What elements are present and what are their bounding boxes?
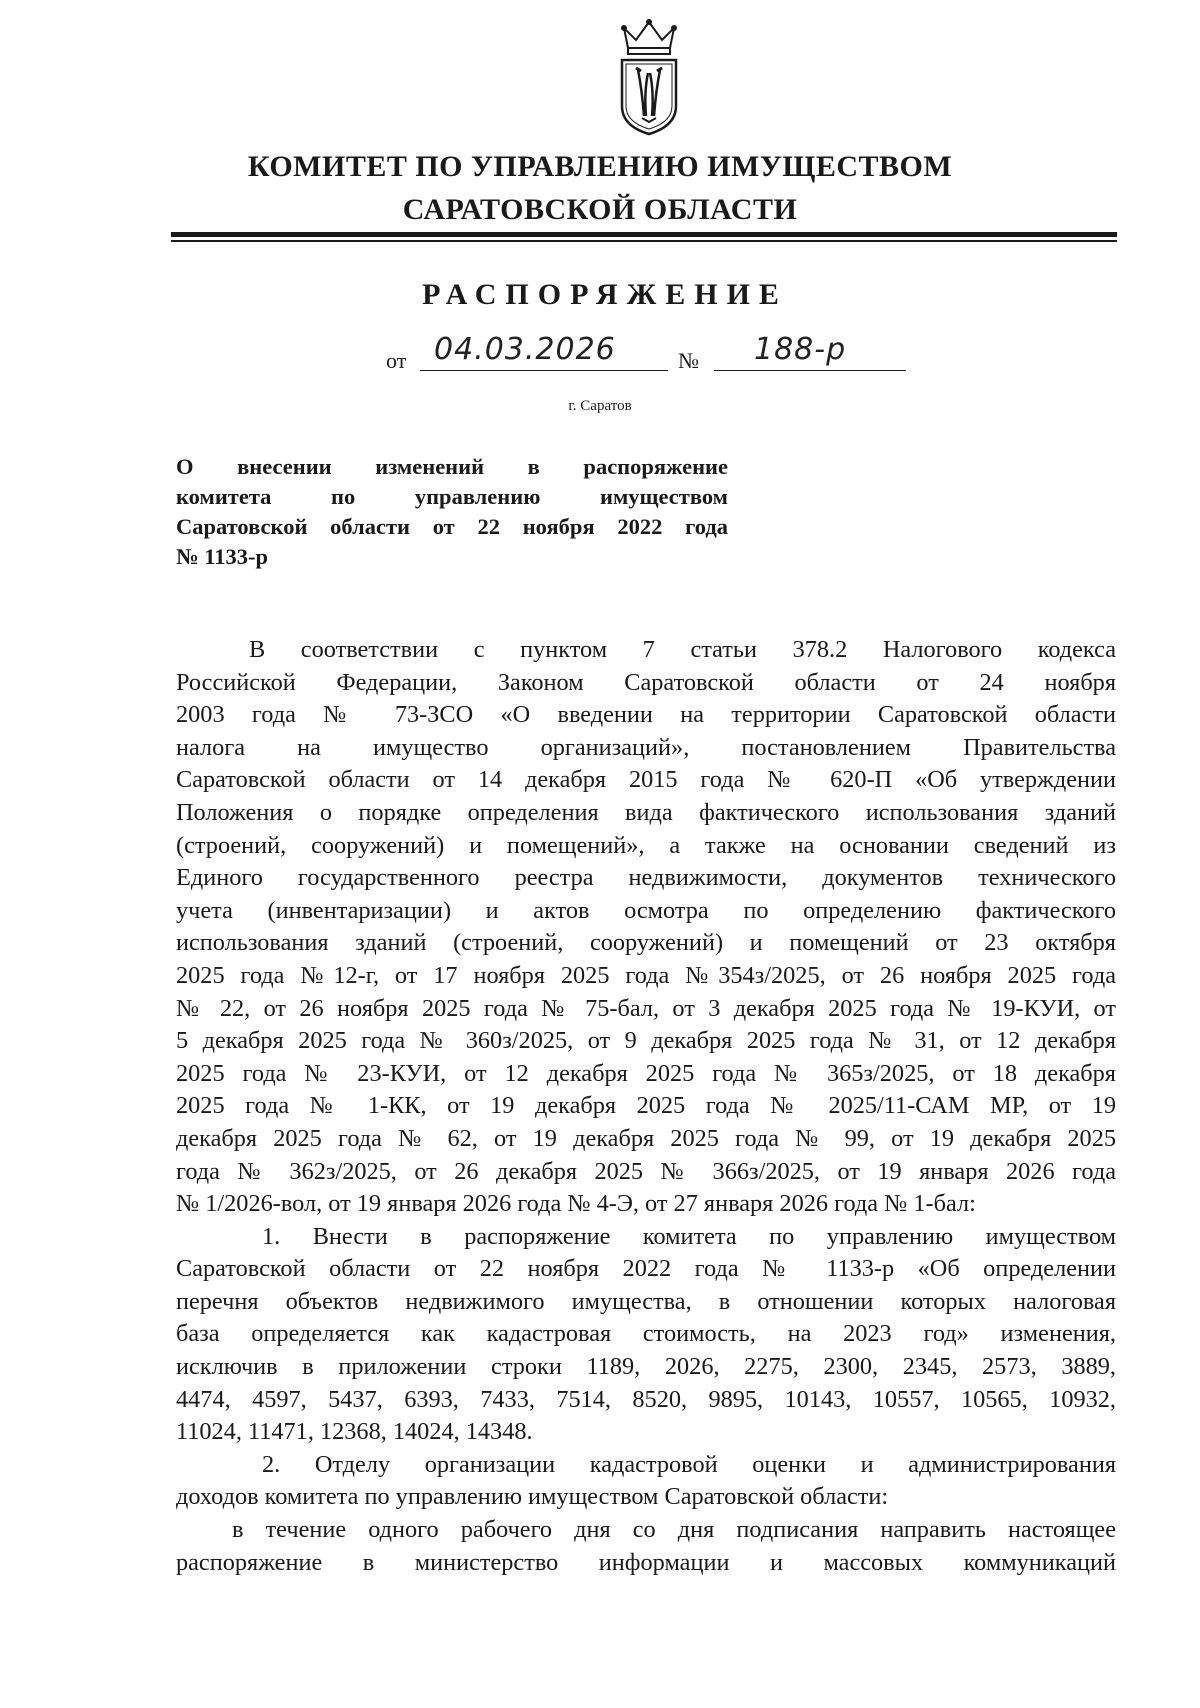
document-type-title: РАСПОРЯЖЕНИЕ — [422, 278, 788, 311]
body-line: 2025 года № 23-КУИ, от 12 декабря 2025 года № 365з/2025, от 18 декабря — [176, 1059, 1116, 1087]
body-line: Российской Федерации, Законом Саратовской области от 24 ноября — [176, 668, 1116, 696]
body-line: Саратовской области от 22 ноября 2022 года № 1133-р «Об определении — [176, 1255, 1116, 1283]
body-line: Положения о порядке определения вида фактического использования зданий — [176, 798, 1116, 826]
body-line: В соответствии с пунктом 7 статьи 378.2 Налогового кодекса — [249, 636, 1116, 663]
body-line: 2025 года № 1-КК, от 19 декабря 2025 года № 2025/11-САМ МР, от 19 — [176, 1092, 1116, 1120]
header-divider-thick — [171, 232, 1117, 237]
body-line: № 22, от 26 ноября 2025 года № 75-бал, от 3 декабря 2025 года № 19-КУИ, от — [176, 994, 1116, 1022]
subject-line: № 1133-р — [176, 544, 268, 569]
item-1-paragraph — [176, 1221, 1116, 1449]
document-body — [176, 634, 1116, 1579]
city-name: г. Саратов — [568, 398, 632, 414]
subject-line: Саратовской области от 22 ноября 2022 года — [176, 514, 728, 539]
body-line: в течение одного рабочего дня со дня подписания направить настоящее — [232, 1516, 1116, 1544]
org-name-line1: КОМИТЕТ ПО УПРАВЛЕНИЮ ИМУЩЕСТВОМ — [247, 150, 953, 183]
date-label: от — [386, 348, 407, 373]
body-line: доходов комитета по управлению имуществом Саратовской области: — [176, 1483, 889, 1511]
preamble-paragraph — [176, 634, 1116, 1221]
date-field — [420, 332, 668, 371]
body-line: № 1/2026-вол, от 19 января 2026 года № 4-Э, от 27 января 2026 года № 1-бал: — [176, 1190, 976, 1218]
handwritten-date: 04.03.2026 — [434, 332, 616, 367]
body-line: (строений, сооружений) и помещений», а также на основании сведений из — [176, 831, 1116, 859]
handwritten-number: 188-р — [754, 332, 847, 367]
body-line: Саратовской области от 14 декабря 2015 года № 620-П «Об утверждении — [176, 766, 1116, 794]
body-line: использования зданий (строений, сооружений) и помещений от 23 октября — [176, 929, 1116, 957]
header-divider-thin — [171, 240, 1117, 242]
body-line: 5 декабря 2025 года № 360з/2025, от 9 декабря 2025 года № 31, от 12 декабря — [176, 1027, 1116, 1055]
coat-of-arms-icon — [614, 18, 684, 138]
body-line: Единого государственного реестра недвижимости, документов технического — [176, 864, 1116, 892]
number-field — [714, 332, 906, 371]
body-line: декабря 2025 года № 62, от 19 декабря 2025 года № 99, от 19 декабря 2025 — [176, 1124, 1116, 1152]
document-subject — [176, 452, 728, 572]
body-line: 2003 года № 73-ЗСО «О введении на территории Саратовской области — [176, 701, 1116, 729]
body-line: учета (инвентаризации) и актов осмотра по определению фактического — [176, 896, 1116, 924]
number-label: № — [678, 348, 699, 373]
body-line: 2025 года №12-г, от 17 ноября 2025 года №354з/2025, от 26 ноября 2025 года — [176, 961, 1116, 989]
body-line: база определяется как кадастровая стоимость, на 2023 год» изменения, — [176, 1320, 1116, 1348]
item-2-subparagraph — [176, 1514, 1116, 1579]
body-line: 4474, 4597, 5437, 6393, 7433, 7514, 8520, 9895, 10143, 10557, 10565, 10932, — [176, 1385, 1116, 1413]
body-line: исключив в приложении строки 1189, 2026, 2275, 2300, 2345, 2573, 3889, — [176, 1353, 1116, 1381]
body-line: налога на имущество организаций», постановлением Правительства — [176, 733, 1116, 761]
body-line: года № 362з/2025, от 26 декабря 2025 № 366з/2025, от 19 января 2026 года — [176, 1157, 1116, 1185]
body-line: 1. Внести в распоряжение комитета по управлению имуществом — [262, 1222, 1116, 1250]
body-line: 11024, 11471, 12368, 14024, 14348. — [176, 1418, 533, 1446]
item-2-paragraph — [176, 1449, 1116, 1514]
body-line: 2. Отделу организации кадастровой оценки и администрирования — [262, 1450, 1116, 1478]
subject-line: комитета по управлению имуществом — [176, 484, 728, 509]
body-line: перечня объектов недвижимого имущества, в отношении которых налоговая — [176, 1287, 1116, 1315]
org-name-line2: САРАТОВСКОЙ ОБЛАСТИ — [402, 193, 798, 226]
body-line: распоряжение в министерство информации и массовых коммуникаций — [176, 1548, 1116, 1576]
subject-line: О внесении изменений в распоряжение — [176, 454, 728, 479]
